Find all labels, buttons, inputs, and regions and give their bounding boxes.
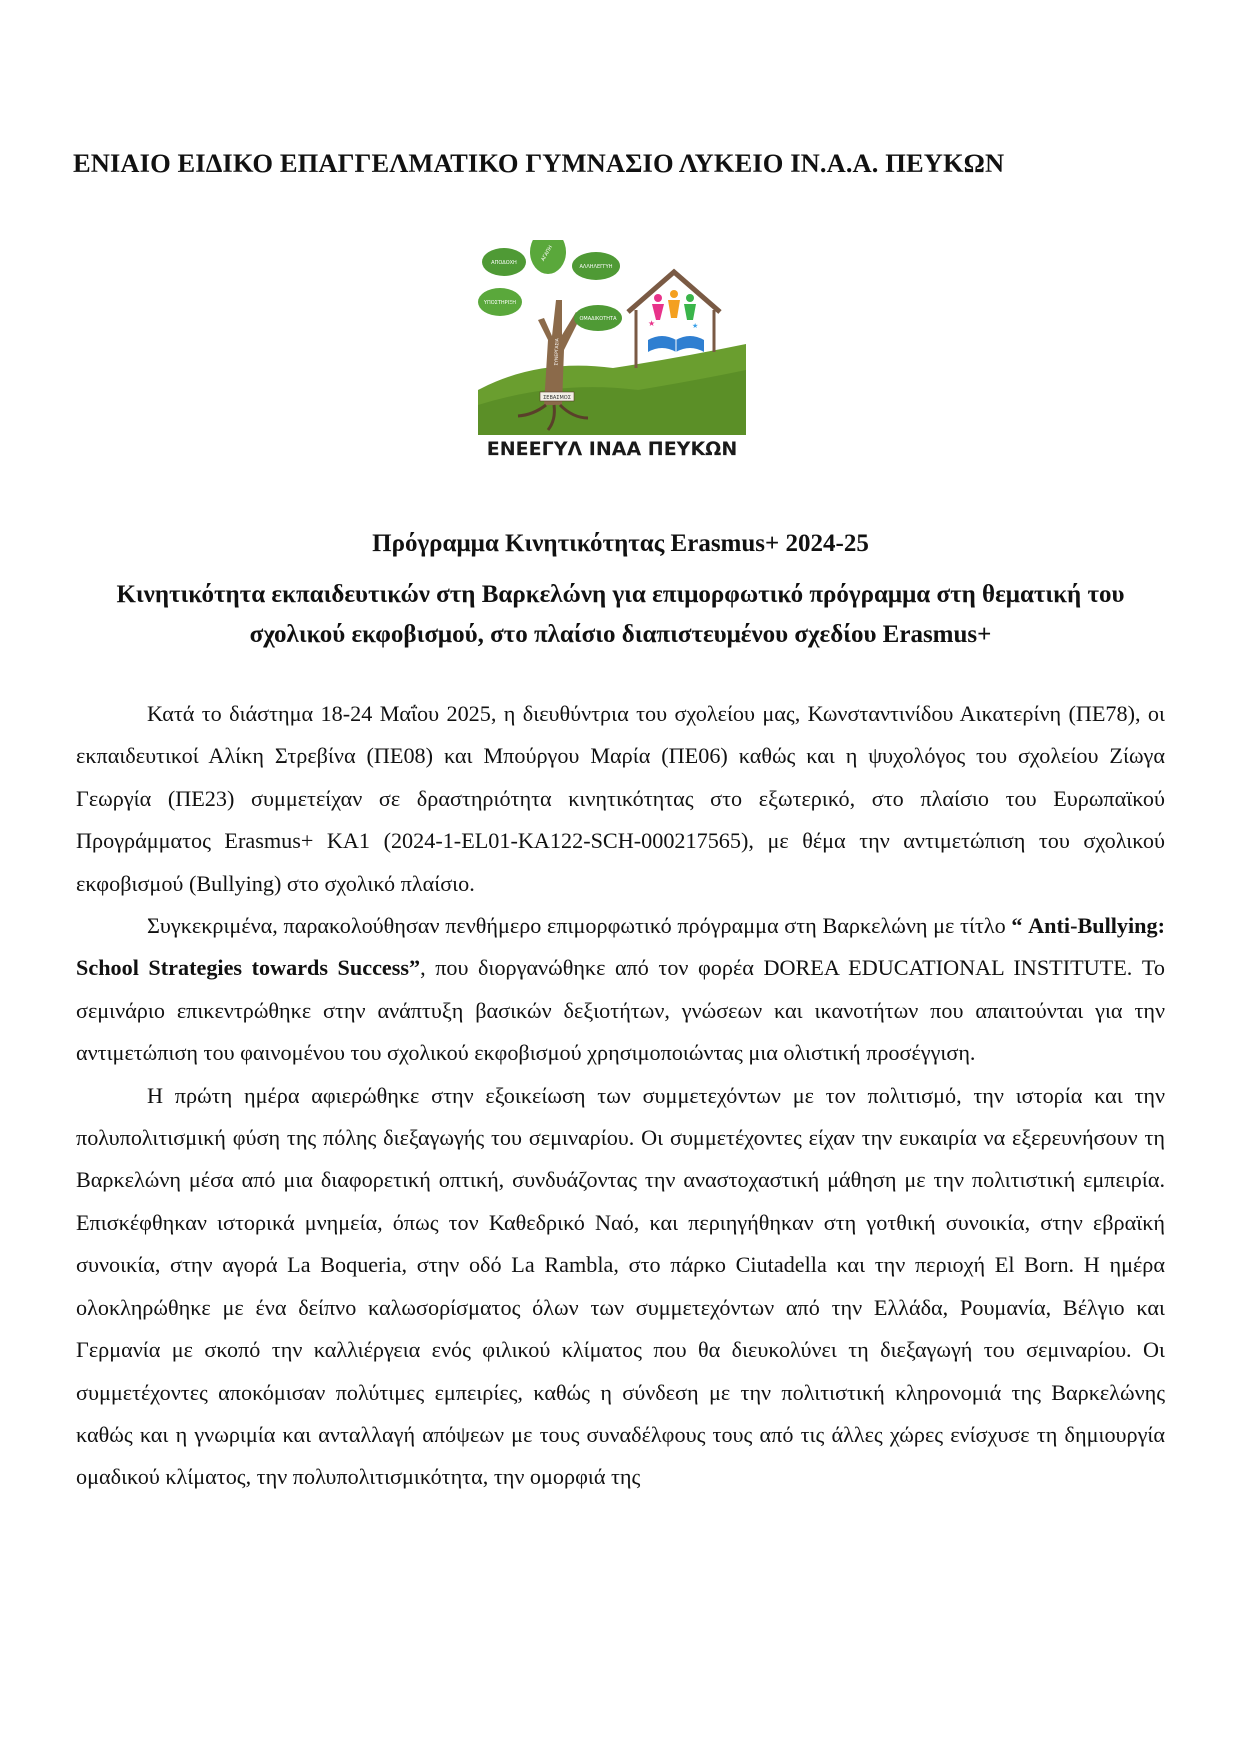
document-subtitle: Κινητικότητα εκπαιδευτικών στη Βαρκελώνη για επιμορφωτικό πρόγραμμα στη θεματική του σχολικού εκφοβισμού, στο πλαίσιο διαπιστευμένου σχεδίου Erasmus+ <box>116 581 1125 648</box>
leaf-label-4: ΥΠΟΣΤΗΡΙΞΗ <box>483 300 517 306</box>
star-icon: ★ <box>692 322 699 330</box>
seminar-title: “ Anti-Bullying: School Strategies towards Success” <box>76 913 1166 981</box>
paragraph-1: Κατά το διάστημα 18-24 Μαΐου 2025, η διευθύντρια του σχολείου μας, Κωνσταντινίδου Αικατερίνη (ΠΕ78), οι εκπαιδευτικοί Αλίκη Στρεβίνα (ΠΕ08) και Μπούργου Μαρία (ΠΕ06) καθώς και η ψυχολόγος του σχολείου Ζίωγα Γεωργία (ΠΕ23) συμμετείχαν σε δραστηριότητα κινητικότητας στο εξωτερικό, στο πλαίσιο του Ευρωπαϊκού Προγράμματος Erasmus+ KA1 (2024-1-EL01-KA122-SCH-000217565), με θέμα την αντιμετώπιση του σχολικού εκφοβισμού (Bullying) στο σχολικό πλαίσιο. <box>76 701 1165 896</box>
leaf-label-3: ΑΛΛΗΛΕΓΓΥΗ <box>579 264 613 270</box>
paragraph-2-rest: , που διοργανώθηκε από τον φορέα DOREA EDUCATIONAL INSTITUTE. Το σεμινάριο επικεντρώθηκε στην ανάπτυξη βασικών δεξιοτήτων, γνώσεων και ικανοτήτων που απαιτούνται για την αντιμετώπιση του φαινομένου του σχολικού εκφοβισμού χρησιμοποιώντας μια ολιστική προσέγγιση. <box>76 955 1165 1066</box>
paragraph-3: Η πρώτη ημέρα αφιερώθηκε στην εξοικείωση των συμμετεχόντων με τον πολιτισμό, την ιστορία και την πολυπολιτισμική φύση της πόλης διεξαγωγής του σεμιναρίου. Οι συμμετέχοντες είχαν την ευκαιρία να εξερευνήσουν τη Βαρκελώνη μέσα από μια διαφορετική οπτική, συνδυάζοντας την αναστοχαστική μάθηση με την πολιτιστική εμπειρία. Επισκέφθηκαν ιστορικά μνημεία, όπως τον Καθεδρικό Ναό, και περιηγήθηκαν στη γοτθική συνοικία, στην εβραϊκή συνοικία, στην αγορά La Boqueria, στην οδό La Rambla, στο πάρκο Ciutadella και την περιοχή El Born. Η ημέρα ολοκληρώθηκε με ένα δείπνο καλωσορίσματος όλων των συμμετεχόντων από την Ελλάδα, Ρουμανία, Βέλγιο και Γερμανία με σκοπό την καλλιέργεια ενός φιλικού κλίματος που θα διευκολύνει τη διεξαγωγή του σεμιναρίου. Οι συμμετέχοντες αποκόμισαν πολύτιμες εμπειρίες, καθώς η σύνδεση με την πολιτιστική κληρονομιά της Βαρκελώνης καθώς και η γνωριμία και ανταλλαγή απόψεων με τους συναδέλφους τους από τις άλλες χώρες ενίσχυσε τη δημιουργία ομαδικού κλίματος, την πολυπολιτισμικότητα, την ομορφιά της <box>76 1082 1165 1490</box>
leaf-label-5: ΟΜΑΔΙΚΟΤΗΤΑ <box>579 316 617 322</box>
paragraph-2 <box>76 905 1165 1075</box>
logo-caption: ΕΝΕΕΓΥΛ ΙΝΑΑ ΠΕΥΚΩΝ <box>486 438 738 460</box>
program-title: Πρόγραμμα Κινητικότητας Erasmus+ 2024-25 <box>372 530 869 557</box>
paragraph-2-intro: Συγκεκριμένα, παρακολούθησαν πενθήμερο επιμορφωτικό πρόγραμμα στη Βαρκελώνη με τίτλο <box>147 913 1012 939</box>
school-logo <box>478 240 746 470</box>
school-title: ΕΝΙΑΙΟ ΕΙΔΙΚΟ ΕΠΑΓΓΕΛΜΑΤΙΚΟ ΓΥΜΝΑΣΙΟ ΛΥΚΕΙΟ ΙΝ.Α.Α. ΠΕΥΚΩΝ <box>73 148 1005 178</box>
star-icon: ★ <box>648 319 656 328</box>
trunk-label: ΣΥΝΕΡΓΑΣΙΑ <box>554 338 561 366</box>
body-text <box>76 693 1165 1499</box>
leaf-label-1: ΑΠΟΔΟΧΗ <box>491 260 517 266</box>
root-label: ΣΕΒΑΣΜΟΣ <box>543 395 571 401</box>
tree-house-logo-graphic <box>478 240 746 435</box>
leaf-label-2: ΑΓΑΠΗ <box>540 244 555 263</box>
